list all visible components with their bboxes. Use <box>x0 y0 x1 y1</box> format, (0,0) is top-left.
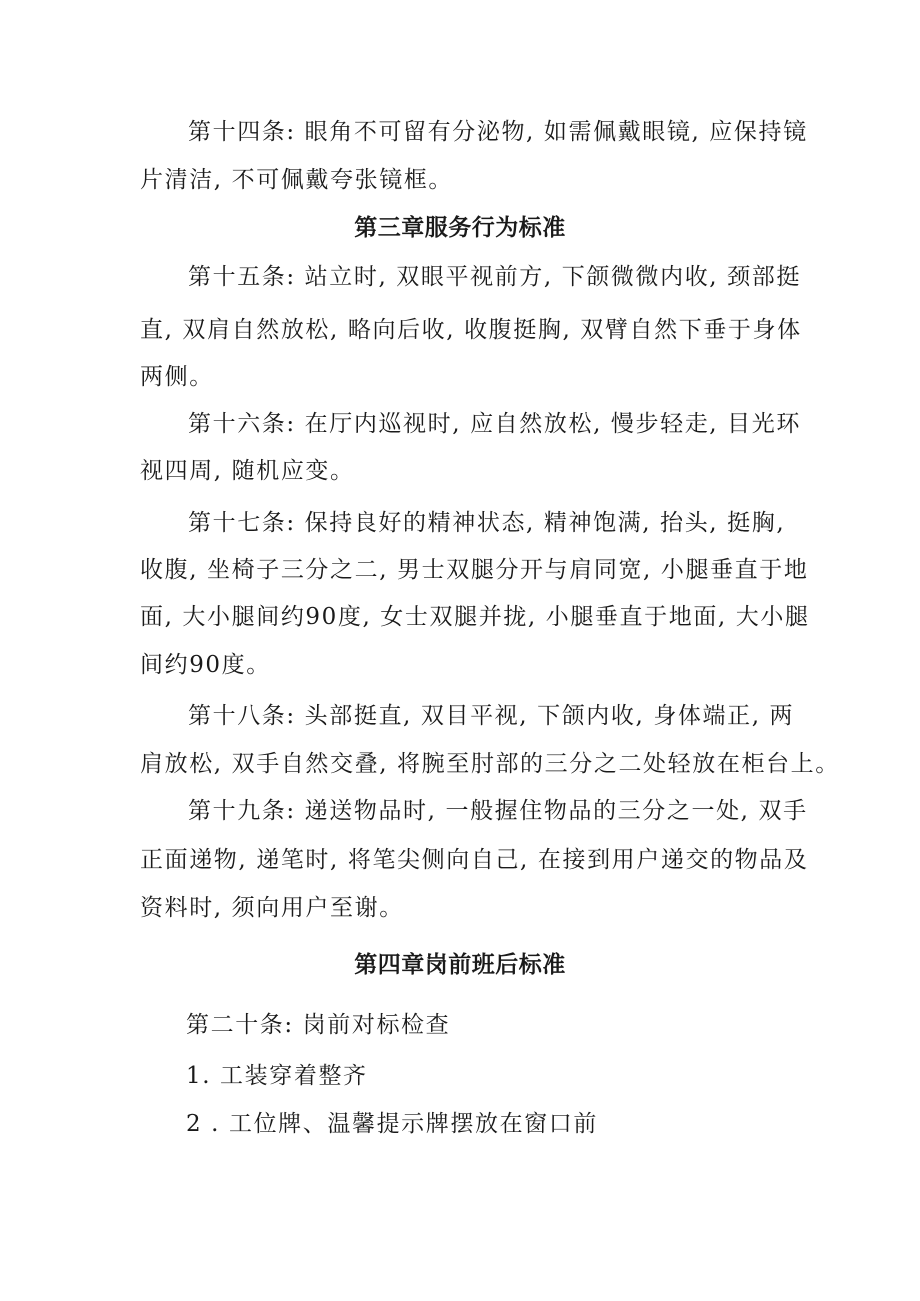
chapter-4-title: 第四章岗前班后标准 <box>354 952 566 978</box>
chapter-3-title: 第三章服务行为标准 <box>354 215 566 241</box>
article-19-line-3: 资料时, 须向用户至谢。 <box>140 895 404 921</box>
article-15-line-2: 直, 双肩自然放松, 略向后收, 收腹挺胸, 双臂自然下垂于身体 <box>140 317 802 343</box>
article-17-line-1: 第十七条: 保持良好的精神状态, 精神饱满, 抬头, 挺胸, <box>188 510 786 536</box>
article-16-line-1: 第十六条: 在厅内巡视时, 应自然放松, 慢步轻走, 目光环 <box>188 411 801 437</box>
article-18-line-2: 肩放松, 双手自然交叠, 将腕至肘部的三分之二处轻放在柜台上。 <box>140 751 840 777</box>
list-item-1: 1. 工装穿着整齐 <box>186 1063 368 1089</box>
article-18-line-1: 第十八条: 头部挺直, 双目平视, 下颌内收, 身体端正, 两 <box>188 703 795 729</box>
article-15-line-1: 第十五条: 站立时, 双眼平视前方, 下颌微微内收, 颈部挺 <box>188 264 801 290</box>
list-item-2: 2 . 工位牌、温馨提示牌摆放在窗口前 <box>186 1111 598 1137</box>
article-15-line-3: 两侧。 <box>140 364 214 390</box>
article-19-line-2: 正面递物, 递笔时, 将笔尖侧向自己, 在接到用户递交的物品及 <box>140 847 809 873</box>
article-17-line-2: 收腹, 坐椅子三分之二, 男士双腿分开与肩同宽, 小腿垂直于地 <box>140 557 809 583</box>
article-20-line: 第二十条: 岗前对标检查 <box>186 1012 451 1038</box>
article-14-line-1: 第十四条: 眼角不可留有分泌物, 如需佩戴眼镜, 应保持镜 <box>188 119 808 145</box>
article-17-line-3: 面, 大小腿间约90度, 女士双腿并拢, 小腿垂直于地面, 大小腿 <box>140 604 810 630</box>
article-14-line-2: 片清洁, 不可佩戴夸张镜框。 <box>140 167 454 193</box>
article-16-line-2: 视四周, 随机应变。 <box>140 458 355 484</box>
article-19-line-1: 第十九条: 递送物品时, 一般握住物品的三分之一处, 双手 <box>188 798 808 824</box>
article-17-line-4: 间约90度。 <box>140 652 271 678</box>
